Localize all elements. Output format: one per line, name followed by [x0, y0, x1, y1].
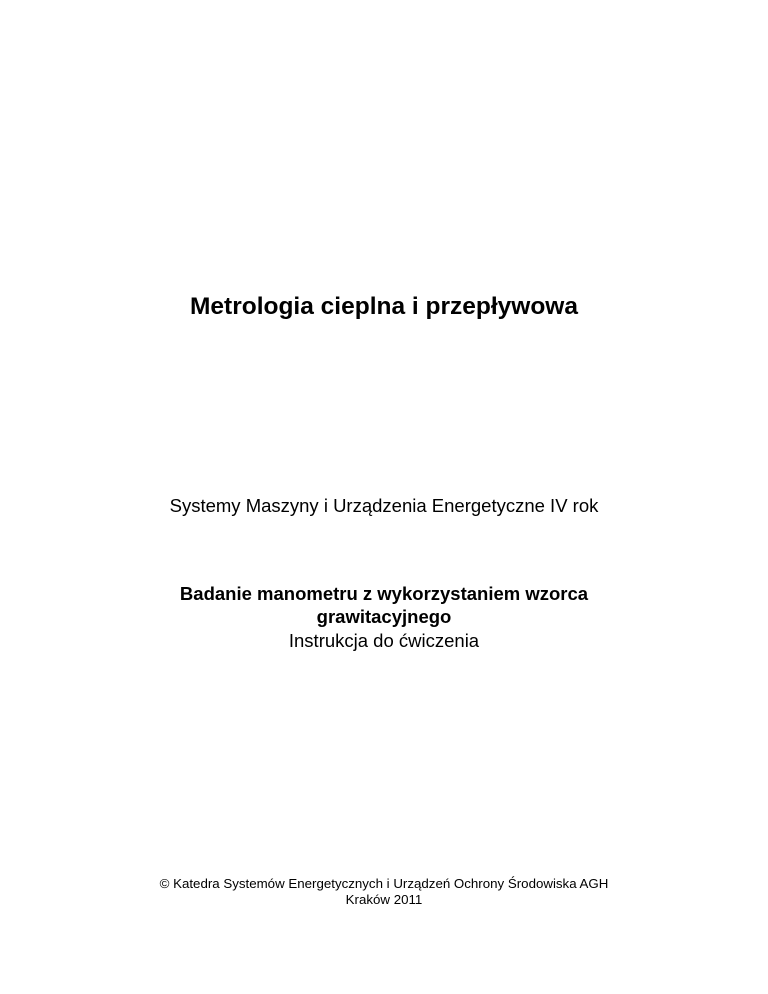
- course-title: Metrologia cieplna i przepływowa: [190, 293, 578, 320]
- exercise-title-line-2: grawitacyjnego: [316, 606, 452, 627]
- copyright-notice: © Katedra Systemów Energetycznych i Urządzeń Ochrony Środowiska AGH: [159, 876, 609, 891]
- place-and-year: Kraków 2011: [345, 892, 423, 907]
- study-program: Systemy Maszyny i Urządzenia Energetyczne IV rok: [169, 495, 599, 516]
- exercise-title-line-1: Badanie manometru z wykorzystaniem wzorca: [179, 583, 589, 604]
- instruction-label: Instrukcja do ćwiczenia: [288, 630, 480, 651]
